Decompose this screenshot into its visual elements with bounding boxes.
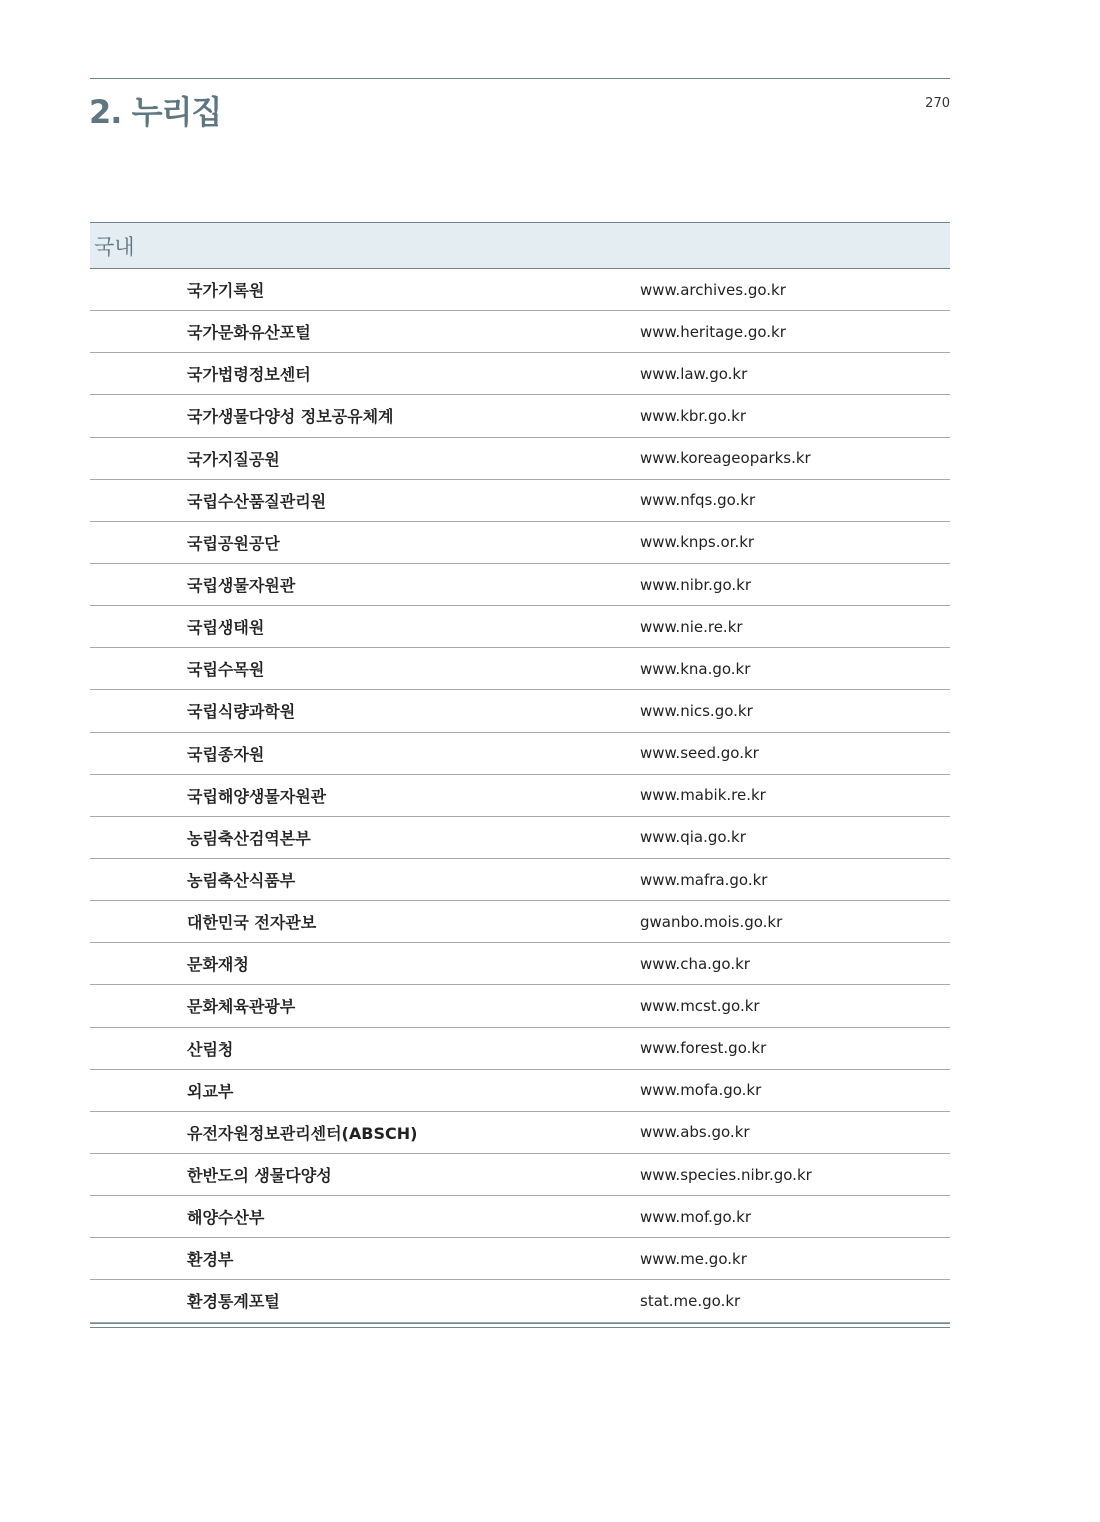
list-item: [90, 1280, 950, 1322]
list-item: [90, 522, 950, 564]
organization-name: 산림청: [187, 1039, 234, 1059]
website-url[interactable]: www.species.nibr.go.kr: [640, 1165, 812, 1184]
organization-name: 국립수산품질관리원: [187, 491, 327, 511]
organization-name: 외교부: [187, 1081, 234, 1101]
website-list: [90, 222, 950, 1328]
organization-name: 국가기록원: [187, 281, 265, 301]
website-url[interactable]: www.forest.go.kr: [640, 1039, 767, 1058]
page-title: 2. 누리집: [89, 93, 222, 131]
list-item: [90, 438, 950, 480]
website-url[interactable]: www.koreageoparks.kr: [640, 449, 811, 468]
website-url[interactable]: www.abs.go.kr: [640, 1123, 750, 1142]
list-item: [90, 733, 950, 775]
list-item: [90, 901, 950, 943]
website-url[interactable]: www.nfqs.go.kr: [640, 491, 756, 510]
website-url[interactable]: www.nibr.go.kr: [640, 575, 752, 594]
website-url[interactable]: www.knps.or.kr: [640, 533, 755, 552]
organization-name: 농림축산식품부: [187, 871, 296, 891]
website-url[interactable]: www.nics.go.kr: [640, 701, 753, 720]
list-item: [90, 353, 950, 395]
website-url[interactable]: www.mof.go.kr: [640, 1207, 751, 1226]
list-item: [90, 564, 950, 606]
list-item: [90, 606, 950, 648]
organization-name: 국립생태원: [187, 618, 265, 638]
section-header: 국내: [90, 222, 950, 269]
list-item: [90, 480, 950, 522]
organization-name: 환경통계포털: [187, 1292, 280, 1312]
website-url[interactable]: stat.me.go.kr: [640, 1291, 741, 1310]
website-url[interactable]: www.kbr.go.kr: [640, 406, 747, 425]
organization-name: 환경부: [187, 1250, 234, 1270]
list-item: [90, 1238, 950, 1280]
list-item: [90, 1028, 950, 1070]
organization-name: 국립생물자원관: [187, 576, 296, 596]
list-item: [90, 1196, 950, 1238]
organization-name: 대한민국 전자관보: [187, 913, 317, 933]
organization-name: 문화재청: [187, 955, 249, 975]
website-url[interactable]: www.me.go.kr: [640, 1249, 747, 1268]
list-item: [90, 395, 950, 437]
organization-name: 국가법령정보센터: [187, 365, 311, 385]
top-divider: [90, 78, 950, 79]
organization-name: 국립공원공단: [187, 533, 280, 553]
website-url[interactable]: www.mafra.go.kr: [640, 870, 768, 889]
organization-name: 유전자원정보관리센터(ABSCH): [187, 1123, 418, 1143]
website-rows: [90, 269, 950, 1323]
website-url[interactable]: www.seed.go.kr: [640, 744, 759, 763]
page-number: 270: [925, 96, 950, 111]
list-item: [90, 775, 950, 817]
website-url[interactable]: www.law.go.kr: [640, 364, 748, 383]
list-item: [90, 648, 950, 690]
list-item: [90, 817, 950, 859]
website-url[interactable]: gwanbo.mois.go.kr: [640, 912, 783, 931]
organization-name: 국가문화유산포털: [187, 323, 311, 343]
list-item: [90, 1154, 950, 1196]
organization-name: 국가생물다양성 정보공유체계: [187, 407, 394, 427]
organization-name: 문화체육관광부: [187, 997, 296, 1017]
organization-name: 해양수산부: [187, 1208, 265, 1228]
organization-name: 국립수목원: [187, 660, 265, 680]
organization-name: 국가지질공원: [187, 449, 280, 469]
organization-name: 국립해양생물자원관: [187, 786, 327, 806]
organization-name: 국립종자원: [187, 744, 265, 764]
list-item: [90, 943, 950, 985]
organization-name: 한반도의 생물다양성: [187, 1166, 332, 1186]
list-item: [90, 1112, 950, 1154]
organization-name: 농림축산검역본부: [187, 828, 311, 848]
website-url[interactable]: www.kna.go.kr: [640, 659, 751, 678]
website-url[interactable]: www.cha.go.kr: [640, 954, 750, 973]
website-url[interactable]: www.mofa.go.kr: [640, 1081, 762, 1100]
bottom-divider: [90, 1323, 950, 1328]
organization-name: 국립식량과학원: [187, 702, 296, 722]
list-item: [90, 311, 950, 353]
website-url[interactable]: www.nie.re.kr: [640, 617, 743, 636]
list-item: [90, 690, 950, 732]
website-url[interactable]: www.heritage.go.kr: [640, 322, 786, 341]
website-url[interactable]: www.archives.go.kr: [640, 280, 786, 299]
list-item: [90, 269, 950, 311]
website-url[interactable]: www.mcst.go.kr: [640, 996, 760, 1015]
list-item: [90, 1070, 950, 1112]
website-url[interactable]: www.mabik.re.kr: [640, 786, 766, 805]
list-item: [90, 859, 950, 901]
website-url[interactable]: www.qia.go.kr: [640, 828, 746, 847]
list-item: [90, 985, 950, 1027]
